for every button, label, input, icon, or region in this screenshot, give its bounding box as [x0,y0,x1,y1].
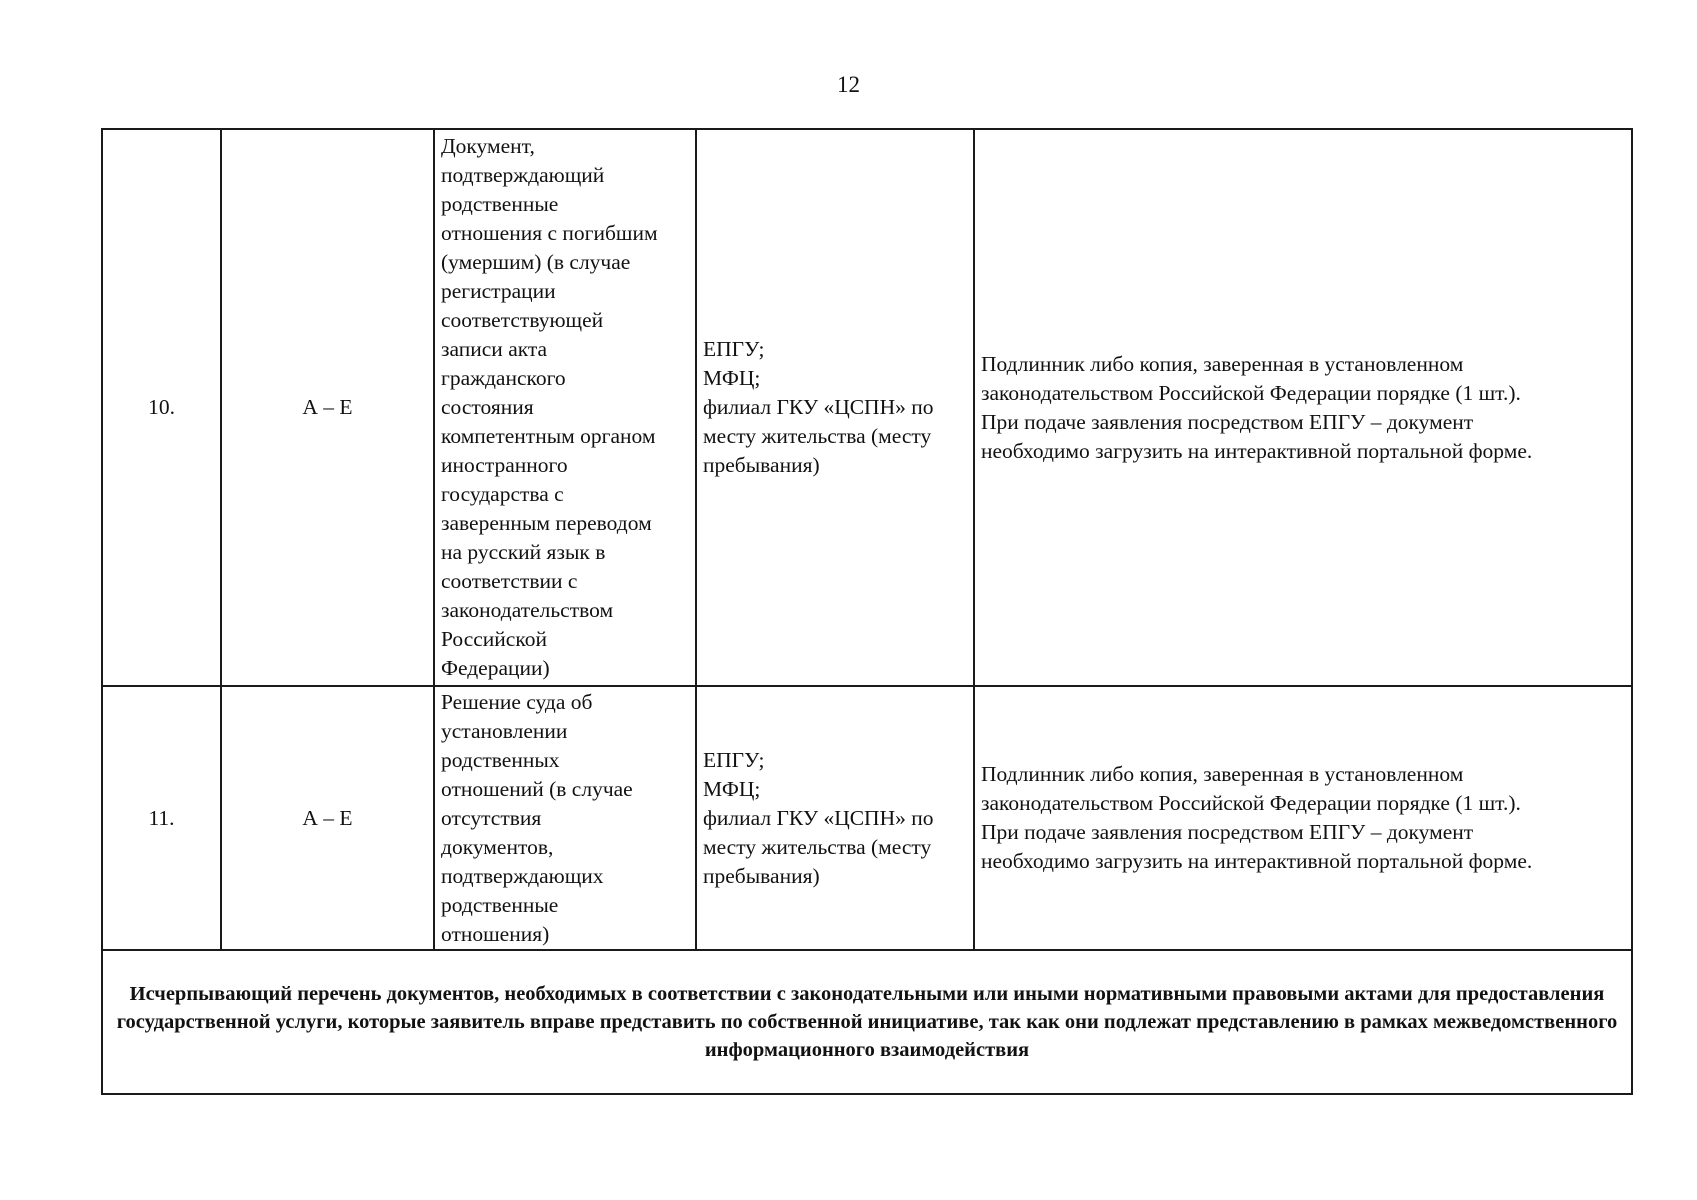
table-footer-row [102,950,1632,1094]
table-row [102,129,1632,686]
submission-place-cell: ЕПГУ; МФЦ; филиал ГКУ «ЦСПН» по месту жительства (месту пребывания) [696,129,974,686]
requirements-cell: Подлинник либо копия, заверенная в установленном законодательством Российской Федерации порядке (1 шт.). При подаче заявления посредством ЕПГУ – документ необходимо загрузить на интерактивной портальной форме. [974,129,1632,686]
applicant-category-cell: А – Е [221,686,434,950]
section-heading: Исчерпывающий перечень документов, необходимых в соответствии с законодательными или иными нормативными правовыми актами для предоставления государственной услуги, которые заявитель вправе представить по собственной инициативе, так как они подлежат представлению в рамках межведомственного информационного взаимодействия [102,950,1632,1094]
submission-place-cell: ЕПГУ; МФЦ; филиал ГКУ «ЦСПН» по месту жительства (месту пребывания) [696,686,974,950]
row-number-cell: 10. [102,129,221,686]
table-row [102,686,1632,950]
row-number-cell: 11. [102,686,221,950]
document-name-cell: Решение суда об установлении родственных отношений (в случае отсутствия документов, подтверждающих родственные отношения) [434,686,696,950]
document-name-cell: Документ, подтверждающий родственные отношения с погибшим (умершим) (в случае регистрации соответствующей записи акта гражданского состояния компетентным органом иностранного государства с заверенным переводом на русский язык в соответствии с законодательством Российской Федерации) [434,129,696,686]
page-number: 12 [837,72,860,97]
documents-table [101,128,1633,1095]
applicant-category-cell: А – Е [221,129,434,686]
requirements-cell: Подлинник либо копия, заверенная в установленном законодательством Российской Федерации порядке (1 шт.). При подаче заявления посредством ЕПГУ – документ необходимо загрузить на интерактивной портальной форме. [974,686,1632,950]
